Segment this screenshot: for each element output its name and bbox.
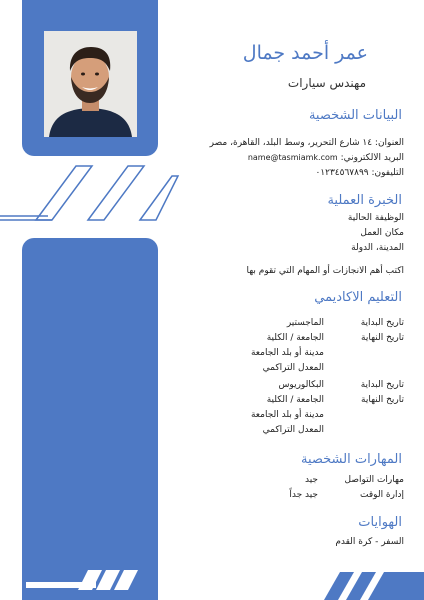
section-heading-hobbies: الهوايات [358,515,402,530]
education-start-label: تاريخ البداية [360,380,404,390]
section-heading-personal: البيانات الشخصية [308,108,402,123]
education-line: المعدل التراكمي [262,363,324,373]
stripe-decoration-bottom-left [22,560,158,600]
education-degree: البكالوريوس [278,380,324,390]
education-line: الجامعة / الكلية [266,395,324,405]
education-line: مدينة أو بلد الجامعة [250,410,324,420]
phone-value: ٠١٢٣٤٥٦٧٨٩٩ [315,168,369,178]
section-heading-experience: الخبرة العملية [327,193,402,208]
section-heading-education: التعليم الاكاديمي [314,290,402,305]
stripe-decoration-bottom-right [310,560,424,600]
experience-line: المدينة، الدولة [351,243,404,253]
skill-name: مهارات التواصل [344,475,404,485]
experience-line: مكان العمل [360,228,404,238]
person-name: عمر أحمد جمال [242,42,368,64]
education-line: مدينة أو بلد الجامعة [250,348,324,358]
email-label: البريد الالكتروني: [340,153,404,163]
education-degree: الماجستير [286,318,324,328]
profile-photo [44,31,137,137]
phone-label: التليفون: [371,168,404,178]
skill-name: إدارة الوقت [360,490,404,500]
education-line: الجامعة / الكلية [266,333,324,343]
job-title: مهندس سيارات [287,76,366,90]
address-label: العنوان: [374,138,404,148]
hobbies-value: السفر - كرة القدم [335,537,404,547]
education-line: المعدل التراكمي [262,425,324,435]
address-value: ١٤ شارع التحرير، وسط البلد، القاهرة، مصر [209,138,373,148]
education-end-label: تاريخ النهاية [361,395,404,405]
section-heading-skills: المهارات الشخصية [300,452,402,467]
email-value[interactable]: name@tasmiamk.com [247,153,338,162]
experience-achievements: اكتب أهم الانجازات أو المهام التي تقوم بها [246,266,404,276]
education-end-label: تاريخ النهاية [361,333,404,343]
stripe-decoration-left [0,160,180,230]
skill-level: جيد جداً [289,490,318,500]
skill-level: جيد [304,475,318,485]
address-row [210,138,404,148]
email-row [248,153,404,163]
phone-row [315,168,404,178]
bottom-left-panel [22,238,158,600]
education-start-label: تاريخ البداية [360,318,404,328]
experience-line: الوظيفة الحالية [347,213,404,223]
